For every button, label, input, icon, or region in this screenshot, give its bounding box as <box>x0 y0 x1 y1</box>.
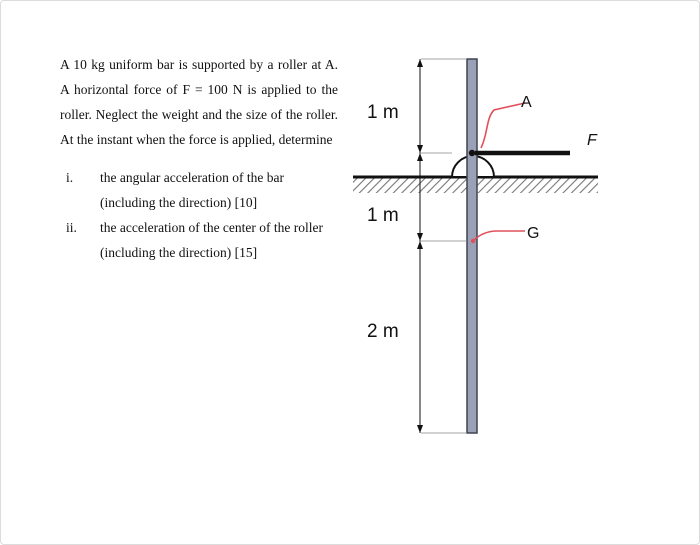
pin-A <box>469 150 475 156</box>
question-text: the acceleration of the center of the roller (including the direction) [15] <box>100 220 324 260</box>
point-G <box>471 239 475 243</box>
dimension-arrowhead <box>417 241 423 249</box>
question-marker: ii. <box>66 220 77 235</box>
label-A: A <box>521 94 532 111</box>
dimension-arrowhead <box>417 425 423 433</box>
leader-A <box>481 103 525 148</box>
dimension-arrowhead <box>417 153 423 161</box>
dimension-label-1m: 1 m <box>367 102 399 123</box>
vertical-bar <box>467 59 477 433</box>
label-G: G <box>527 225 540 242</box>
question-marker: i. <box>66 170 74 185</box>
dimension-arrowhead <box>417 59 423 67</box>
dimension-arrowhead <box>417 145 423 153</box>
label-F: F <box>587 132 597 149</box>
dimension-label-2m: 2 m <box>367 321 399 342</box>
problem-intro: A 10 kg uniform bar is supported by a roller at A. A horizontal force of F = 100 N is applied to the roller. Neglect the weight and the size of the roller. At the instant when the force is applied, determine <box>60 57 338 147</box>
leader-G <box>473 231 525 241</box>
dimension-arrowhead <box>417 233 423 241</box>
dimension-label-1m: 1 m <box>367 205 399 226</box>
question-text: the angular acceleration of the bar (including the direction) [10] <box>100 170 285 210</box>
